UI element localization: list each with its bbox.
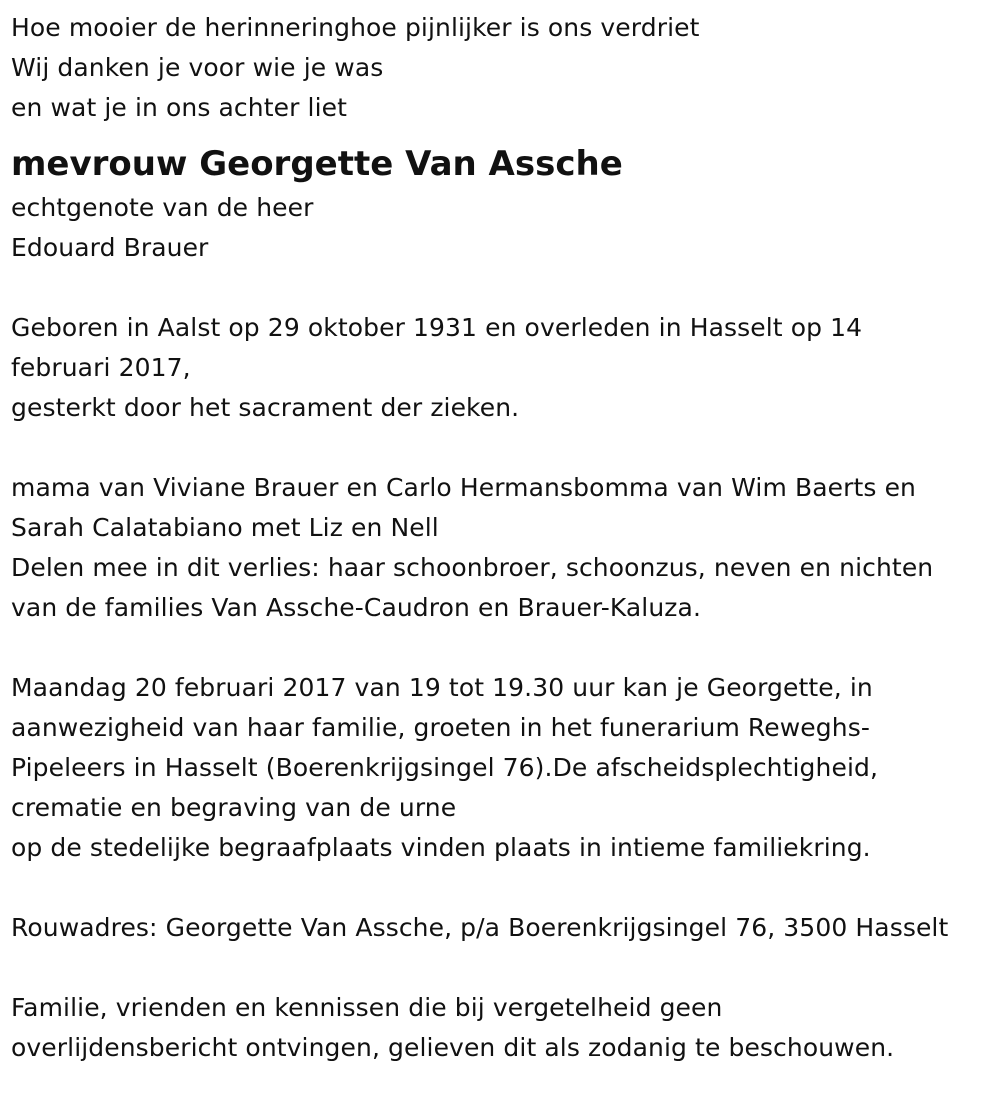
spouse-info: [11, 188, 1000, 268]
farewell-line-1: Maandag 20 februari 2017 van 19 tot 19.30 uur kan je Georgette, in: [11, 673, 873, 702]
family-line-3: Delen mee in dit verlies: haar schoonbroer, schoonzus, neven en nichten: [11, 553, 934, 582]
birth-death-info: [11, 308, 1000, 428]
spacer: [11, 868, 1000, 908]
birth-death-line-2: februari 2017,: [11, 353, 191, 382]
poem: [11, 8, 1000, 128]
farewell-line-3: Pipeleers in Hasselt (Boerenkrijgsingel 76).De afscheidsplechtigheid,: [11, 753, 879, 782]
mourning-address: Rouwadres: Georgette Van Assche, p/a Boerenkrijgsingel 76, 3500 Hasselt: [11, 913, 949, 942]
spacer: [11, 268, 1000, 308]
poem-line-1: Hoe mooier de herinneringhoe pijnlijker is ons verdriet: [11, 13, 700, 42]
family-line-2: Sarah Calatabiano met Liz en Nell: [11, 513, 439, 542]
closing-line-2: overlijdensbericht ontvingen, gelieven dit als zodanig te beschouwen.: [11, 1033, 895, 1062]
family-line-4: van de families Van Assche-Caudron en Brauer-Kaluza.: [11, 593, 701, 622]
farewell-line-5: op de stedelijke begraafplaats vinden plaats in intieme familiekring.: [11, 833, 871, 862]
farewell-line-4: crematie en begraving van de urne: [11, 793, 457, 822]
spacer: [11, 428, 1000, 468]
birth-death-line-3: gesterkt door het sacrament der zieken.: [11, 393, 520, 422]
spouse-line-1: echtgenote van de heer: [11, 193, 314, 222]
poem-line-2: Wij danken je voor wie je was: [11, 53, 384, 82]
birth-death-line-1: Geboren in Aalst op 29 oktober 1931 en overleden in Hasselt op 14: [11, 313, 863, 342]
spacer: [11, 628, 1000, 668]
family-line-1: mama van Viviane Brauer en Carlo Hermansbomma van Wim Baerts en: [11, 473, 916, 502]
spacer: [11, 948, 1000, 988]
poem-line-3: en wat je in ons achter liet: [11, 93, 348, 122]
family-info: [11, 468, 1000, 628]
deceased-name: mevrouw Georgette Van Assche: [11, 144, 623, 184]
farewell-info: [11, 668, 1000, 868]
farewell-line-2: aanwezigheid van haar familie, groeten in het funerarium Reweghs-: [11, 713, 870, 742]
spouse-line-2: Edouard Brauer: [11, 233, 209, 262]
closing-note: [11, 988, 1000, 1068]
closing-line-1: Familie, vrienden en kennissen die bij vergetelheid geen: [11, 993, 723, 1022]
